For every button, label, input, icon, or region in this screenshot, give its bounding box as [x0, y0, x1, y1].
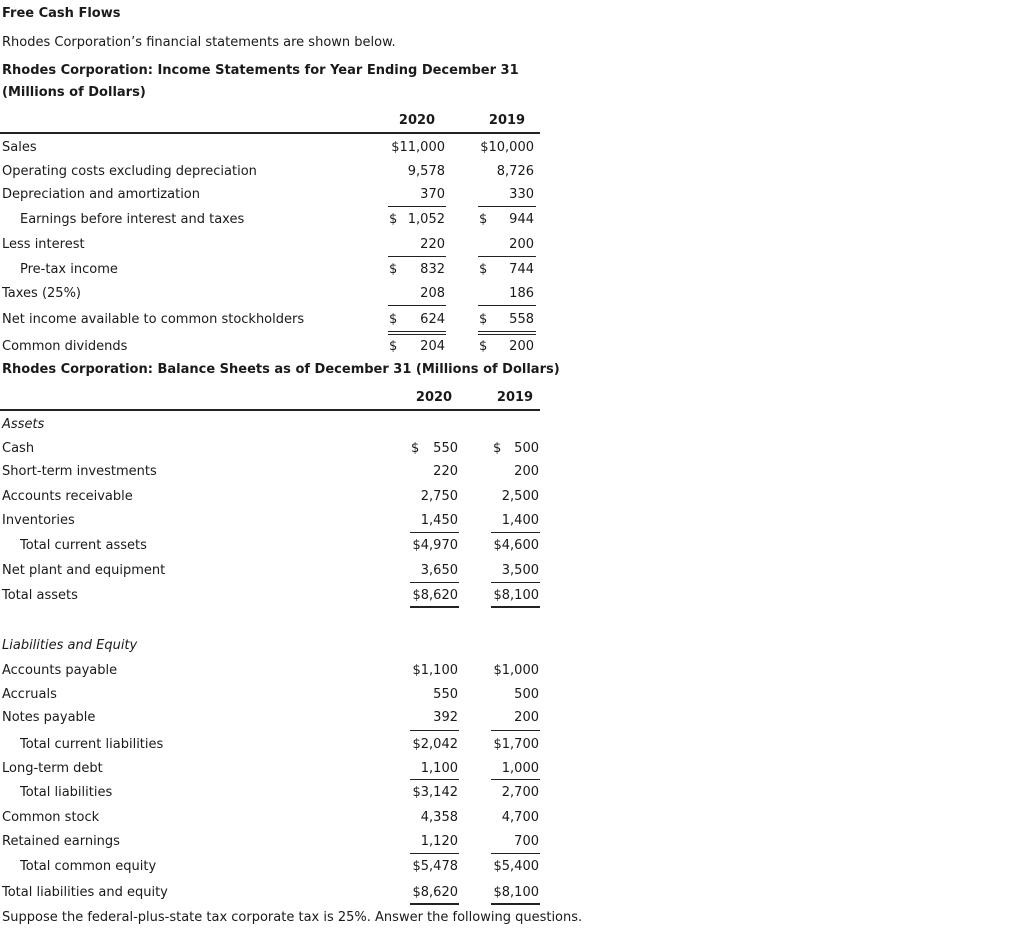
balance-row-2020: 1,120 [420, 834, 458, 849]
balance-row-label: Total liabilities and equity [2, 885, 168, 900]
subtotal-rule [478, 206, 536, 207]
subtotal-rule [478, 256, 536, 257]
dollar-sign: $ [479, 262, 488, 277]
balance-row-2020: 3,650 [420, 563, 458, 578]
liabilities-section-header: Liabilities and Equity [2, 638, 138, 653]
total-rule [410, 903, 459, 905]
balance-row-label: Retained earnings [2, 834, 120, 849]
income-row-label: Taxes (25%) [2, 286, 81, 301]
balance-row-label: Cash [2, 441, 35, 456]
balance-row-label: Accruals [2, 687, 57, 702]
balance-row-2020: 1,450 [420, 513, 458, 528]
page-title: Free Cash Flows [2, 6, 121, 21]
total-rule [410, 606, 459, 608]
subtotal-rule [388, 256, 446, 257]
dollar-sign: $ [493, 441, 502, 456]
balance-row-label: Accounts payable [2, 663, 118, 678]
balance-row-2020: $8,620 [412, 588, 458, 603]
income-row-2020: $11,000 [391, 140, 445, 155]
subtotal-rule [491, 582, 540, 583]
income-row-label: Less interest [2, 237, 85, 252]
income-row-label: Depreciation and amortization [2, 187, 200, 202]
total-double-rule [478, 331, 536, 332]
income-year-2019: 2019 [488, 113, 526, 128]
balance-heading: Rhodes Corporation: Balance Sheets as of December 31 (Millions of Dollars) [2, 362, 560, 377]
subtotal-rule [410, 582, 459, 583]
balance-row-2019: $1,700 [493, 737, 539, 752]
income-row-label: Pre-tax income [20, 262, 118, 277]
income-row-label: Common dividends [2, 339, 128, 354]
balance-row-2019: 4,700 [501, 810, 539, 825]
intro-text: Rhodes Corporation’s financial statements are shown below. [2, 35, 396, 50]
balance-year-2020: 2020 [415, 390, 453, 405]
income-heading-units: (Millions of Dollars) [2, 85, 146, 100]
income-row-label: Earnings before interest and taxes [20, 212, 245, 227]
income-row-2020: 208 [420, 286, 445, 301]
income-row-label: Sales [2, 140, 37, 155]
subtotal-rule [478, 305, 536, 306]
dollar-sign: $ [479, 339, 488, 354]
subtotal-rule [491, 532, 540, 533]
income-row-2019: 200 [509, 237, 534, 252]
balance-row-label: Notes payable [2, 710, 96, 725]
balance-year-2019: 2019 [496, 390, 534, 405]
balance-row-label: Short-term investments [2, 464, 157, 479]
income-row-2020: 370 [420, 187, 445, 202]
balance-row-2020: $8,620 [412, 885, 458, 900]
balance-row-2019: $4,600 [493, 538, 539, 553]
income-row-2019: 330 [509, 187, 534, 202]
balance-row-2019: 2,500 [501, 489, 539, 504]
income-row-2019: 944 [509, 212, 534, 227]
income-row-2020: 220 [420, 237, 445, 252]
income-heading: Rhodes Corporation: Income Statements for Year Ending December 31 [2, 63, 519, 78]
balance-row-label: Total assets [2, 588, 78, 603]
balance-header-rule [0, 409, 540, 411]
balance-row-label: Net plant and equipment [2, 563, 166, 578]
balance-row-label: Total liabilities [20, 785, 113, 800]
balance-row-2020: $5,478 [412, 859, 458, 874]
balance-row-2019: 2,700 [501, 785, 539, 800]
income-header-rule [0, 132, 540, 134]
income-year-2020: 2020 [398, 113, 436, 128]
balance-row-2020: $4,970 [412, 538, 458, 553]
income-row-2020: 204 [420, 339, 445, 354]
balance-row-label: Accounts receivable [2, 489, 133, 504]
income-row-2019: 744 [509, 262, 534, 277]
footer-instructions: Suppose the federal-plus-state tax corporate tax is 25%. Answer the following questions. [2, 910, 583, 925]
subtotal-rule [410, 532, 459, 533]
balance-row-2019: 500 [514, 687, 539, 702]
balance-row-2019: 1,000 [501, 761, 539, 776]
balance-row-2019: 3,500 [501, 563, 539, 578]
balance-row-2020: 1,100 [420, 761, 458, 776]
subtotal-rule [410, 730, 459, 731]
balance-row-2020: 392 [433, 710, 458, 725]
balance-row-2020: 550 [433, 687, 458, 702]
subtotal-rule [388, 206, 446, 207]
balance-row-2020: 2,750 [420, 489, 458, 504]
dollar-sign: $ [411, 441, 420, 456]
balance-row-2019: 500 [514, 441, 539, 456]
balance-row-label: Common stock [2, 810, 100, 825]
balance-row-2019: $1,000 [493, 663, 539, 678]
balance-row-2020: $1,100 [412, 663, 458, 678]
total-double-rule [388, 331, 446, 332]
balance-row-2019: $5,400 [493, 859, 539, 874]
balance-row-2019: $8,100 [493, 588, 539, 603]
balance-row-label: Long-term debt [2, 761, 103, 776]
income-row-2020: 9,578 [407, 164, 445, 179]
balance-row-2019: 700 [514, 834, 539, 849]
income-row-2019: 186 [509, 286, 534, 301]
subtotal-rule [388, 305, 446, 306]
balance-row-2019: $8,100 [493, 885, 539, 900]
dollar-sign: $ [389, 339, 398, 354]
dollar-sign: $ [479, 312, 488, 327]
dollar-sign: $ [479, 212, 488, 227]
income-row-2020: 1,052 [407, 212, 445, 227]
subtotal-rule [410, 853, 459, 854]
subtotal-rule [491, 730, 540, 731]
subtotal-rule [410, 779, 459, 780]
income-row-2019: $10,000 [480, 140, 534, 155]
subtotal-rule [491, 853, 540, 854]
dollar-sign: $ [389, 312, 398, 327]
income-row-2020: 832 [420, 262, 445, 277]
balance-row-2019: 1,400 [501, 513, 539, 528]
income-row-label: Operating costs excluding depreciation [2, 164, 257, 179]
balance-row-label: Total current assets [20, 538, 147, 553]
balance-row-2020: 550 [433, 441, 458, 456]
income-row-2019: 200 [509, 339, 534, 354]
balance-row-2020: $3,142 [412, 785, 458, 800]
total-rule [491, 903, 540, 905]
income-row-label: Net income available to common stockholders [2, 312, 305, 327]
balance-row-2020: $2,042 [412, 737, 458, 752]
subtotal-rule [491, 779, 540, 780]
balance-row-2019: 200 [514, 464, 539, 479]
balance-row-2020: 220 [433, 464, 458, 479]
balance-row-2020: 4,358 [420, 810, 458, 825]
balance-row-label: Total current liabilities [20, 737, 164, 752]
dollar-sign: $ [389, 212, 398, 227]
assets-section-header: Assets [2, 417, 45, 432]
dollar-sign: $ [389, 262, 398, 277]
balance-row-2019: 200 [514, 710, 539, 725]
balance-row-label: Inventories [2, 513, 75, 528]
income-row-2020: 624 [420, 312, 445, 327]
income-row-2019: 8,726 [496, 164, 534, 179]
total-double-rule [388, 334, 446, 335]
total-double-rule [478, 334, 536, 335]
total-rule [491, 606, 540, 608]
income-row-2019: 558 [509, 312, 534, 327]
balance-row-label: Total common equity [20, 859, 157, 874]
